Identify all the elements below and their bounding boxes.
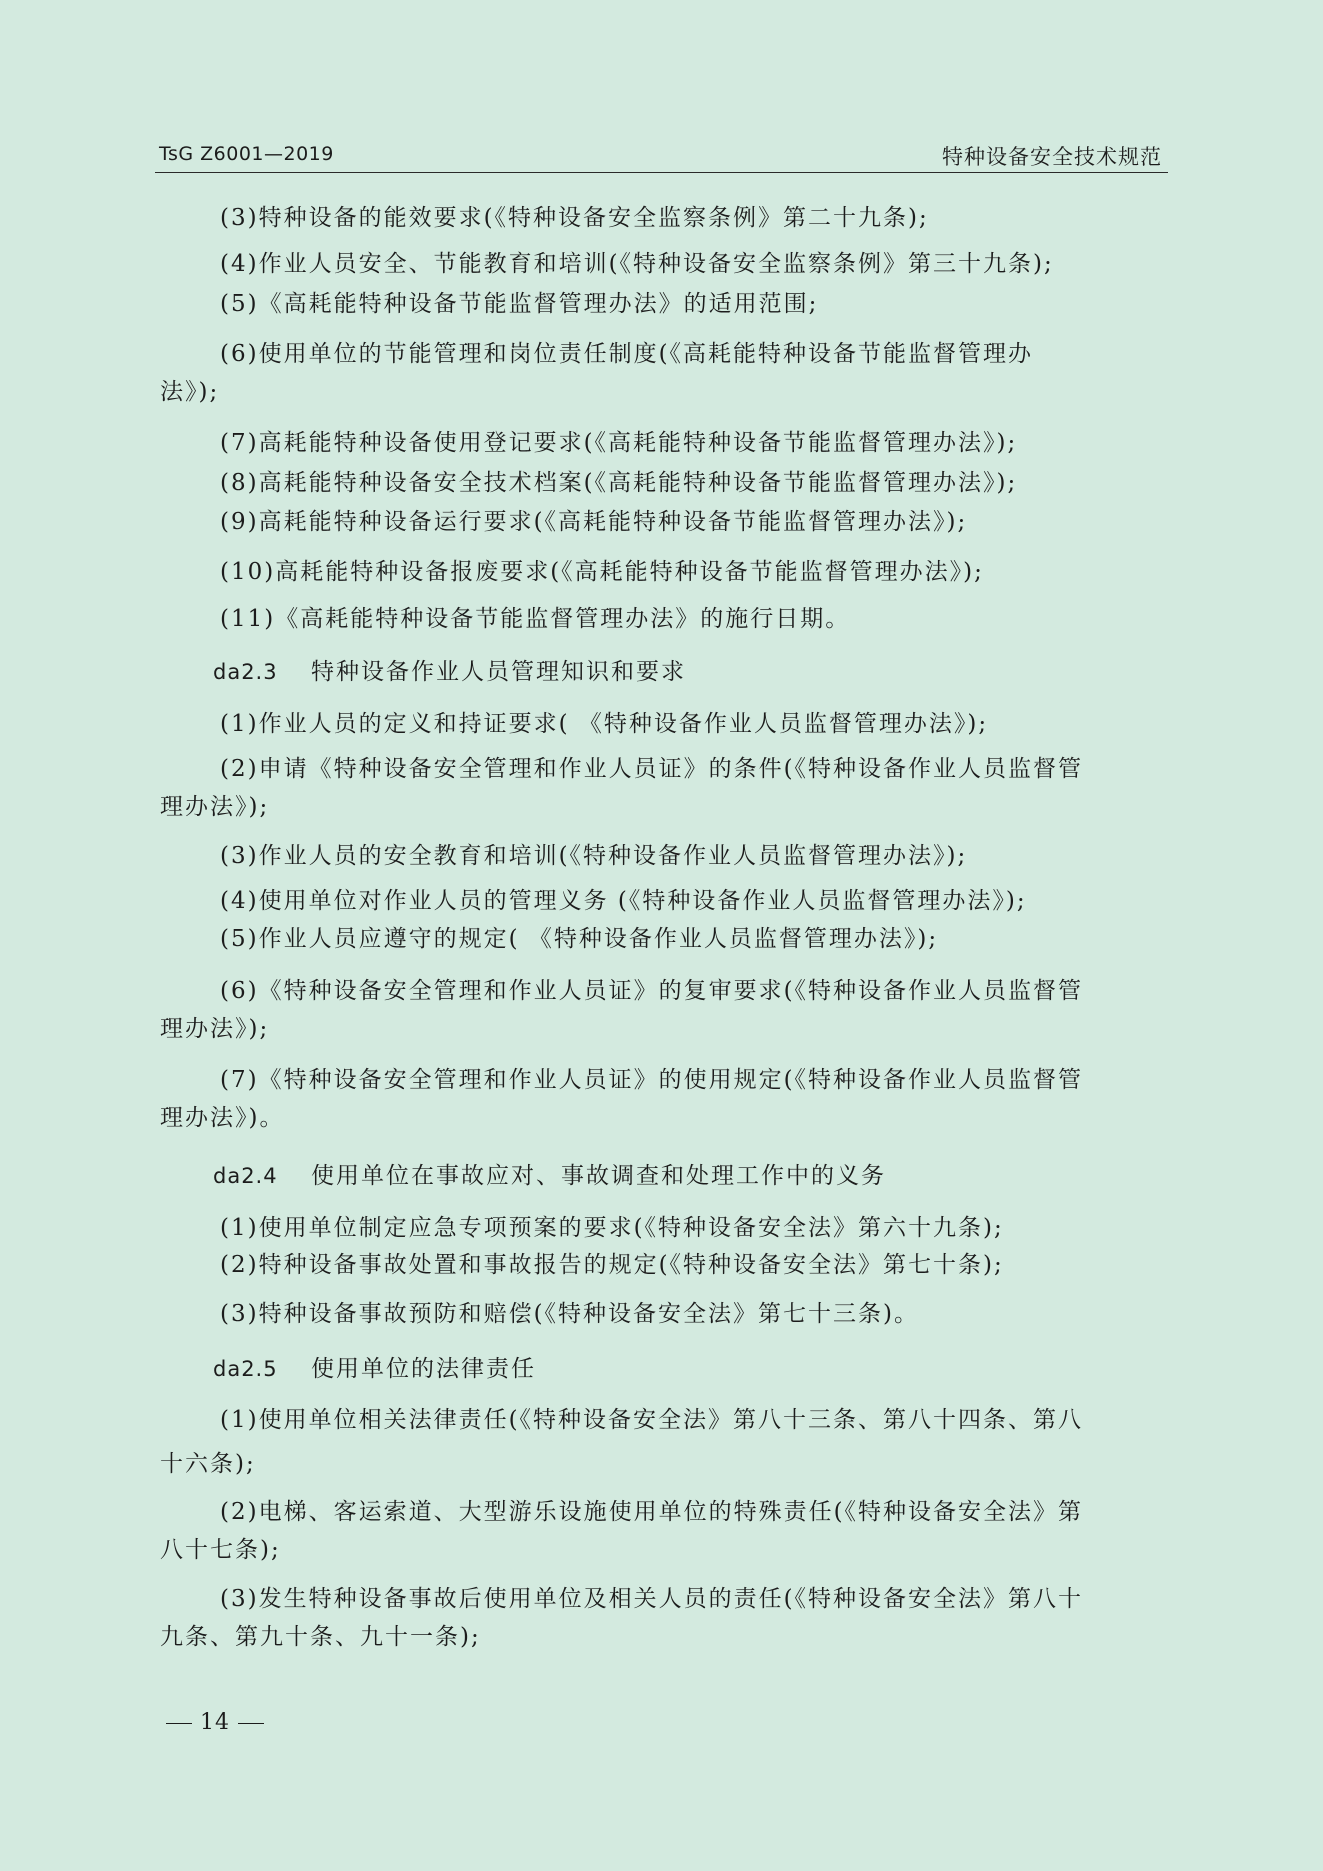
page-footer bbox=[158, 1710, 272, 1735]
list-item: (4)作业人员安全、节能教育和培训(《特种设备安全监察条例》第三十九条); bbox=[220, 251, 1054, 277]
section-title: 特种设备作业人员管理知识和要求 bbox=[311, 659, 686, 685]
page-header bbox=[155, 140, 1168, 173]
section-title: 使用单位的法律责任 bbox=[311, 1356, 536, 1382]
list-item-continuation: 十六条); bbox=[160, 1451, 256, 1477]
list-item: (1)使用单位相关法律责任(《特种设备安全法》第八十三条、第八十四条、第八 bbox=[220, 1407, 1084, 1433]
list-item: (6)《特种设备安全管理和作业人员证》的复审要求(《特种设备作业人员监督管 bbox=[220, 978, 1084, 1004]
list-item-continuation: 理办法》); bbox=[160, 1016, 270, 1042]
standard-code: TsG Z6001—2019 bbox=[159, 143, 334, 165]
section-heading bbox=[213, 1157, 1223, 1195]
list-item-continuation: 理办法》); bbox=[160, 794, 270, 820]
footer-dash-right bbox=[238, 1723, 264, 1724]
list-item: (6)使用单位的节能管理和岗位责任制度(《高耗能特种设备节能监督管理办 bbox=[220, 341, 1034, 367]
list-item: (10)高耗能特种设备报废要求(《高耗能特种设备节能监督管理办法》); bbox=[220, 559, 984, 585]
page-number: 14 bbox=[200, 1710, 230, 1735]
list-item: (9)高耗能特种设备运行要求(《高耗能特种设备节能监督管理办法》); bbox=[220, 509, 968, 535]
section-title: 使用单位在事故应对、事故调查和处理工作中的义务 bbox=[311, 1163, 886, 1189]
list-item: (7)《特种设备安全管理和作业人员证》的使用规定(《特种设备作业人员监督管 bbox=[220, 1067, 1084, 1093]
list-item: (8)高耗能特种设备安全技术档案(《高耗能特种设备节能监督管理办法》); bbox=[220, 470, 1018, 496]
list-item: (4)使用单位对作业人员的管理义务 (《特种设备作业人员监督管理办法》); bbox=[220, 888, 1027, 914]
list-item: (7)高耗能特种设备使用登记要求(《高耗能特种设备节能监督管理办法》); bbox=[220, 430, 1018, 456]
list-item: (2)电梯、客运索道、大型游乐设施使用单位的特殊责任(《特种设备安全法》第 bbox=[220, 1499, 1084, 1525]
list-item: (5)作业人员应遵守的规定( 《特种设备作业人员监督管理办法》); bbox=[220, 926, 939, 952]
list-item: (3)特种设备事故预防和赔偿(《特种设备安全法》第七十三条)。 bbox=[220, 1301, 920, 1327]
list-item: (1)作业人员的定义和持证要求( 《特种设备作业人员监督管理办法》); bbox=[220, 711, 989, 737]
list-item: (2)申请《特种设备安全管理和作业人员证》的条件(《特种设备作业人员监督管 bbox=[220, 756, 1084, 782]
section-number: da2.3 bbox=[213, 660, 278, 684]
list-item-continuation: 九条、第九十条、九十一条); bbox=[160, 1624, 481, 1650]
list-item-continuation: 法》); bbox=[160, 379, 220, 405]
section-number: da2.5 bbox=[213, 1357, 278, 1381]
footer-dash-left bbox=[166, 1723, 192, 1724]
list-item: (3)发生特种设备事故后使用单位及相关人员的责任(《特种设备安全法》第八十 bbox=[220, 1586, 1084, 1612]
section-heading bbox=[213, 1350, 1223, 1388]
section-heading bbox=[213, 653, 1223, 691]
list-item: (2)特种设备事故处置和事故报告的规定(《特种设备安全法》第七十条); bbox=[220, 1252, 1004, 1278]
list-item: (1)使用单位制定应急专项预案的要求(《特种设备安全法》第六十九条); bbox=[220, 1215, 1004, 1241]
list-item-continuation: 理办法》)。 bbox=[160, 1105, 285, 1131]
list-item: (5)《高耗能特种设备节能监督管理办法》的适用范围; bbox=[220, 291, 819, 317]
header-title: 特种设备安全技术规范 bbox=[942, 145, 1162, 169]
list-item: (3)作业人员的安全教育和培训(《特种设备作业人员监督管理办法》); bbox=[220, 843, 968, 869]
list-item-continuation: 八十七条); bbox=[160, 1537, 281, 1563]
list-item: (11)《高耗能特种设备节能监督管理办法》的施行日期。 bbox=[220, 606, 851, 632]
section-number: da2.4 bbox=[213, 1164, 278, 1188]
list-item: (3)特种设备的能效要求(《特种设备安全监察条例》第二十九条); bbox=[220, 205, 929, 231]
